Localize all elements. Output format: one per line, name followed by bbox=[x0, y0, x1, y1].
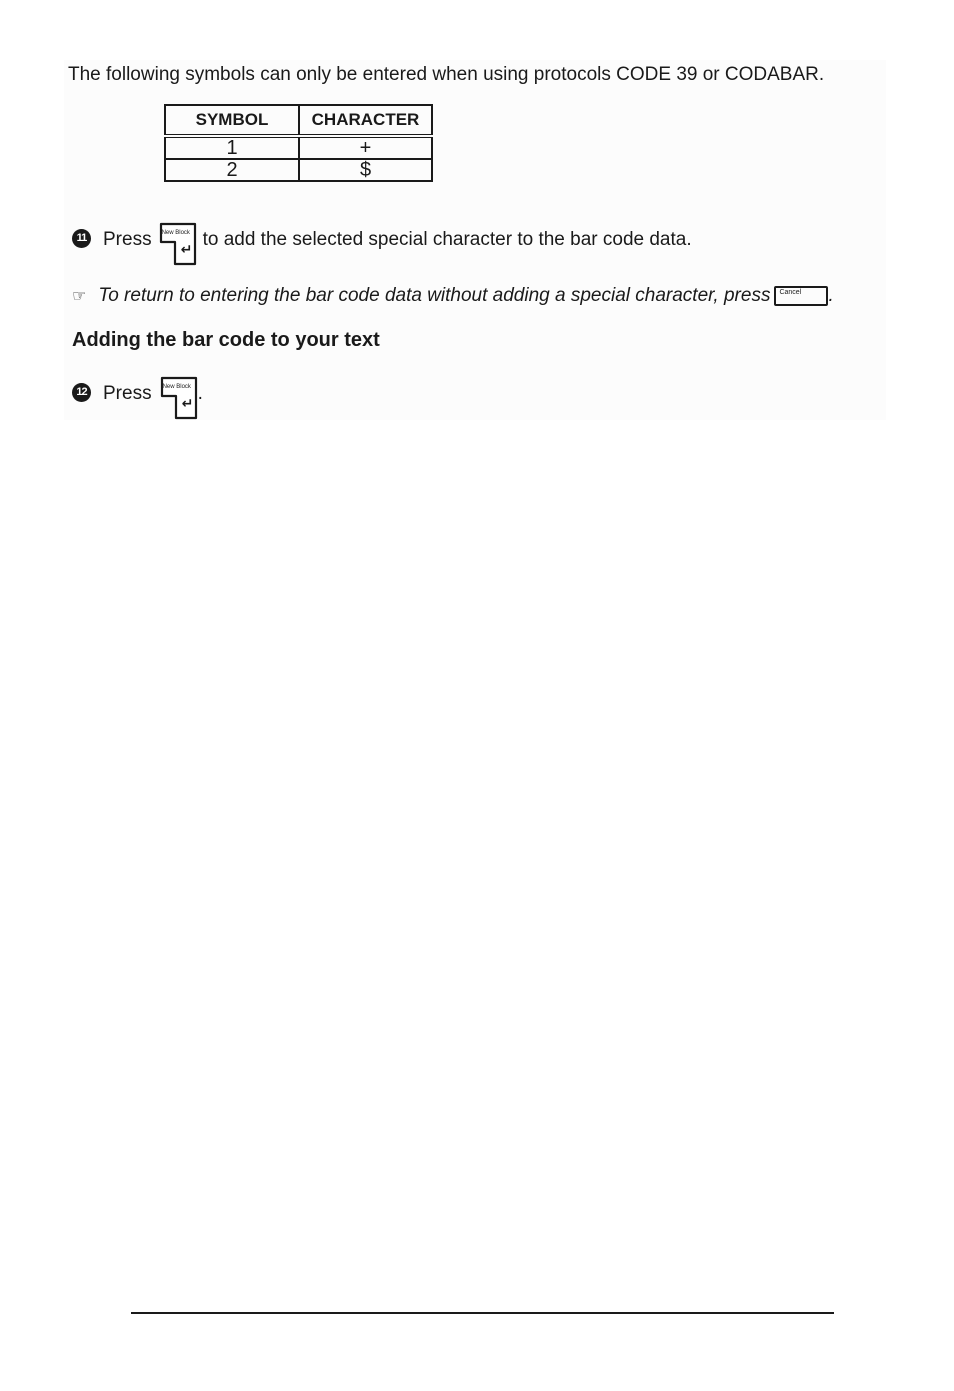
table-cell-character: + bbox=[299, 136, 432, 159]
new-block-key-label: New Block bbox=[161, 230, 190, 236]
table-header-row bbox=[165, 105, 432, 136]
table-header-character: CHARACTER bbox=[299, 105, 432, 136]
table-row bbox=[165, 136, 432, 159]
enter-arrow-icon: ↵ bbox=[180, 241, 193, 257]
table-row bbox=[165, 159, 432, 181]
section-heading: Adding the bar code to your text bbox=[72, 329, 380, 351]
step-number-badge: 12 bbox=[72, 383, 91, 402]
pointing-hand-icon: ☞ bbox=[72, 288, 87, 305]
step-suffix: to add the selected special character to the bar code data. bbox=[202, 229, 692, 250]
new-block-key bbox=[159, 222, 197, 266]
step-prefix: Press bbox=[103, 383, 152, 404]
table-cell-character: $ bbox=[299, 159, 432, 181]
cancel-key bbox=[774, 286, 828, 306]
step-suffix: . bbox=[197, 383, 203, 404]
table-cell-symbol: 2 bbox=[165, 159, 299, 181]
table-cell-symbol: 1 bbox=[165, 136, 299, 159]
note-suffix: . bbox=[828, 285, 834, 306]
enter-arrow-icon: ↵ bbox=[181, 395, 194, 411]
footer-divider bbox=[131, 1312, 834, 1314]
intro-paragraph: The following symbols can only be entered when using protocols CODE 39 or CODABAR. bbox=[68, 64, 825, 85]
note-line bbox=[72, 285, 834, 307]
note-text: To return to entering the bar code data without adding a special character, press bbox=[98, 285, 771, 306]
step-12 bbox=[72, 380, 203, 420]
new-block-key-label: New Block bbox=[162, 384, 191, 390]
step-11 bbox=[72, 226, 692, 266]
step-prefix: Press bbox=[103, 229, 152, 250]
new-block-key bbox=[160, 376, 198, 420]
cancel-key-label: Cancel bbox=[779, 289, 802, 296]
step-number-badge: 11 bbox=[72, 229, 91, 248]
table-header-symbol: SYMBOL bbox=[165, 105, 299, 136]
symbol-table bbox=[164, 104, 433, 182]
